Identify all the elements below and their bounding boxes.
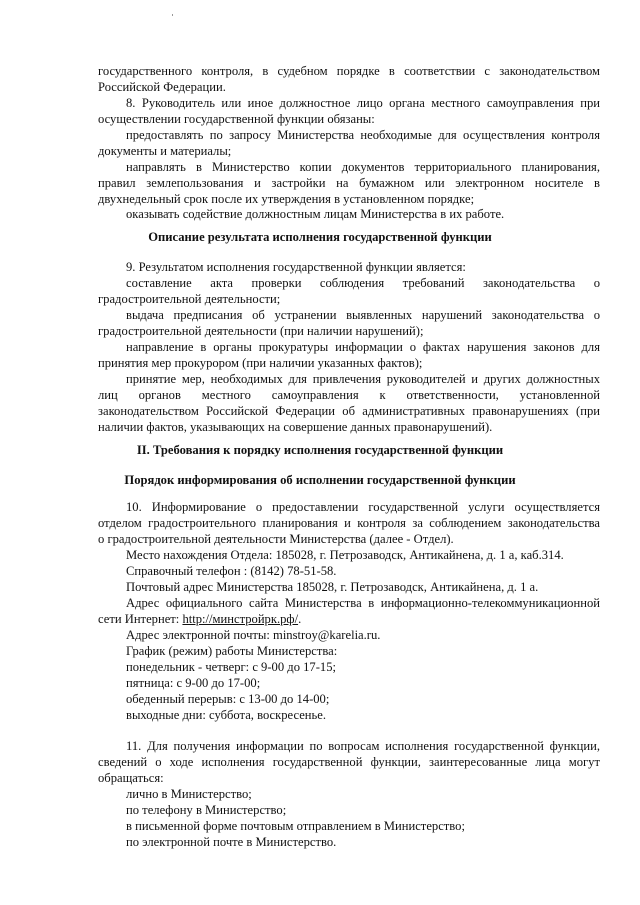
text-line: государственного контроля, в судебном порядке в соответствии с законодательством	[98, 64, 600, 78]
text-line: Почтовый адрес Министерства 185028, г. Петрозаводск, Антикайнена, д. 1 а.	[126, 580, 539, 594]
text-line: предоставлять по запросу Министерства необходимые для осуществления контроля	[126, 128, 600, 142]
text-line: градостроительной деятельности;	[98, 292, 281, 306]
section-heading: Порядок информирования об исполнении государственной функции	[124, 473, 516, 487]
text-line: обеденный перерыв: с 13-00 до 14-00;	[126, 692, 330, 706]
section-heading: II. Требования к порядку исполнения государственной функции	[136, 443, 504, 457]
text-line: направление в органы прокуратуры информации о фактах нарушения законов для	[126, 340, 600, 354]
text-line: правил землепользования и застройки на бумажном или электронном носителе в	[98, 176, 600, 190]
website-line	[98, 612, 301, 627]
text-line: оказывать содействие должностным лицам Министерства в их работе.	[126, 207, 505, 221]
text-line: о градостроительной деятельности Министерства (далее - Отдел).	[98, 532, 454, 546]
text-line: осуществлении государственной функции обязаны:	[98, 112, 375, 126]
text-line: лиц органов местного самоуправления к ответственности, установленной	[98, 388, 600, 402]
text-line: по электронной почте в Министерство.	[126, 835, 337, 849]
website-prefix: сети Интернет:	[98, 612, 183, 626]
text-line: обращаться:	[98, 771, 164, 785]
text-line: 9. Результатом исполнения государственной функции является:	[126, 260, 466, 274]
text-line: выдача предписания об устранении выявленных нарушений законодательства о	[126, 308, 600, 322]
text-line: График (режим) работы Министерства:	[126, 644, 338, 658]
text-line: наличии фактов, указывающих на совершение данных правонарушений).	[98, 420, 493, 434]
text-line: Адрес официального сайта Министерства в информационно-телекоммуникационной	[126, 596, 600, 610]
text-line: Справочный телефон : (8142) 78-51-58.	[126, 564, 337, 578]
text-line: отделом градостроительного планирования и контроля за соблюдением законодательства	[98, 516, 600, 530]
text-line: направлять в Министерство копии документов территориального планирования,	[126, 160, 600, 174]
text-line: сведений о ходе исполнения государственной функции, заинтересованные лица могут	[98, 755, 600, 769]
text-line: принятия мер прокурором (при наличии указанных фактов);	[98, 356, 423, 370]
website-suffix: .	[298, 612, 302, 626]
scan-speck	[172, 14, 173, 16]
text-line: пятница: с 9-00 до 17-00;	[126, 676, 261, 690]
text-line: понедельник - четверг: с 9-00 до 17-15;	[126, 660, 337, 674]
text-line: выходные дни: суббота, воскресенье.	[126, 708, 327, 722]
text-line: документы и материалы;	[98, 144, 232, 158]
text-line: градостроительной деятельности (при наличии нарушений);	[98, 324, 424, 338]
text-line: принятие мер, необходимых для привлечения руководителей и других должностных	[126, 372, 600, 386]
text-line: Российской Федерации.	[98, 80, 226, 94]
text-line: Место нахождения Отдела: 185028, г. Петрозаводск, Антикайнена, д. 1 а, каб.314.	[126, 548, 564, 562]
text-line: в письменной форме почтовым отправлением в Министерство;	[126, 819, 465, 833]
text-line: составление акта проверки соблюдения требований законодательства о	[126, 276, 600, 290]
text-line: лично в Министерство;	[126, 787, 252, 801]
text-line: двухнедельный срок после их утверждения в установленном порядке;	[98, 192, 475, 206]
text-line: 11. Для получения информации по вопросам исполнения государственной функции,	[126, 739, 600, 753]
text-line: Адрес электронной почты: minstroy@karelia.ru.	[126, 628, 381, 642]
section-heading: Описание результата исполнения государственной функции	[148, 230, 492, 244]
text-line: 10. Информирование о предоставлении государственной услуги осуществляется	[126, 500, 600, 514]
text-line: по телефону в Министерство;	[126, 803, 287, 817]
website-link[interactable]: http://минстройрк.рф/	[182, 612, 299, 626]
text-line: 8. Руководитель или иное должностное лицо органа местного самоуправления при	[126, 96, 600, 110]
text-line: законодательством Российской Федерации об административных правонарушениях (при	[98, 404, 600, 418]
